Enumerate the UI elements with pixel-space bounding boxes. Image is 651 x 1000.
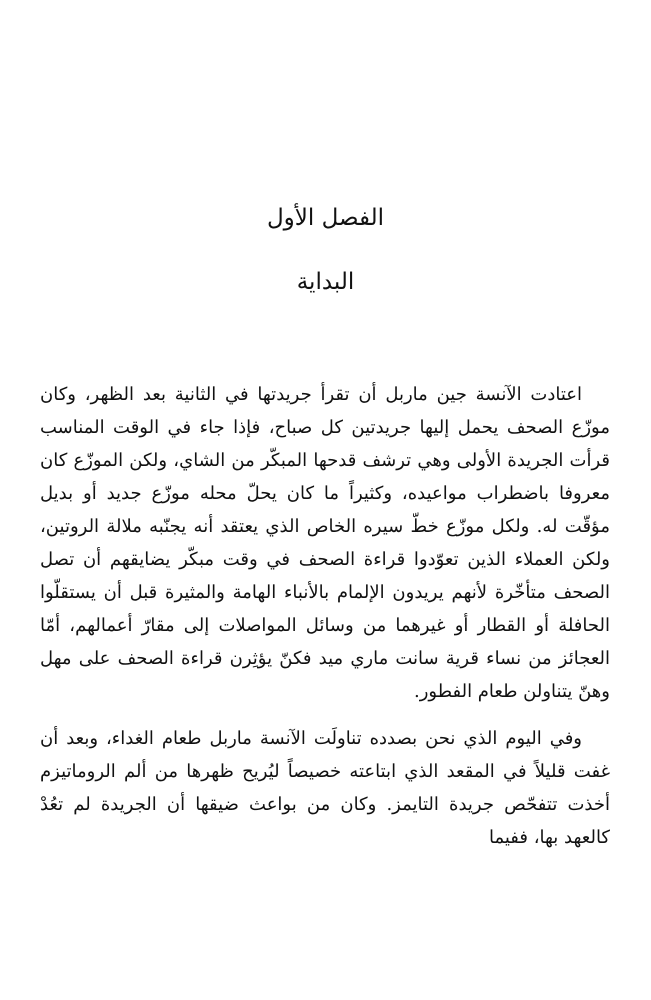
chapter-title: الفصل الأول xyxy=(266,205,385,231)
paragraph: وفي اليوم الذي نحن بصدده تناولَت الآنسة ماربل طعام الغداء، وبعد أن غفت قليلاً في المقعد الذي ابتاعته خصيصاً ليُريح ظهرها من ألم الروماتيزم أخذت تتفحّص جريدة التايمز. وكان من بواعث ضيقها أن الجريدة لم تعُدْ كالعهد بها، ففيما xyxy=(40,728,610,848)
chapter-subtitle: البداية xyxy=(296,269,355,295)
body-text xyxy=(40,378,610,854)
paragraph: اعتادت الآنسة جين ماربل أن تقرأ جريدتها في الثانية بعد الظهر، وكان موزّع الصحف يحمل إليها جريدتين كل صباح، فإذا جاء في الوقت المناسب قرأت الجريدة الأولى وهي ترشف قدحها المبكّر من الشاي، ولكن الموزّع كان معروفا باضطراب مواعيده، وكثيراً ما كان يحلّ محله موزّع جديد أو بديل مؤقّت له. ولكل موزّع خطّ سيره الخاص الذي يعتقد أنه يجنّبه ملالة الروتين، ولكن العملاء الذين تعوّدوا قراءة الصحف في وقت مبكّر يضايقهم أن تصل الصحف متأخّرة لأنهم يريدون الإلمام بالأنباء الهامة والمثيرة قبل أن يستقلّوا الحافلة أو القطار أو غيرهما من وسائل المواصلات إلى مقارّ أعمالهم، أمّا العجائز من نساء قرية سانت ماري ميد فكنّ يؤثِرن قراءة الصحف على مهل وهنّ يتناولن طعام الفطور. xyxy=(40,384,610,702)
